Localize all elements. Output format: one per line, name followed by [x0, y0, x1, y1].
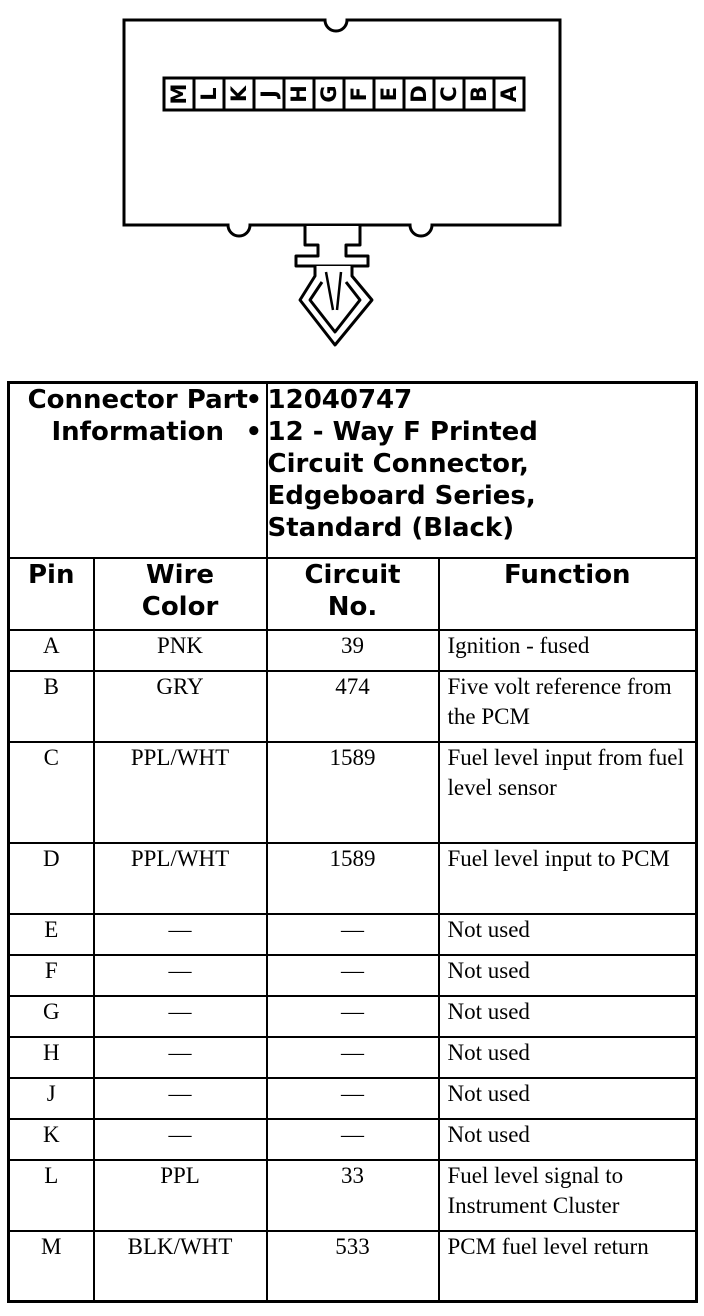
table-row	[9, 671, 697, 742]
wire-color-cell: GRY	[94, 671, 267, 742]
pin-letter-f: F	[347, 86, 371, 102]
pin-letter-j: J	[257, 90, 281, 98]
pin-cell: A	[9, 630, 94, 671]
table-row	[9, 996, 697, 1037]
table-row	[9, 1160, 697, 1231]
pin-cell: C	[9, 742, 94, 843]
wire-color-cell: —	[94, 955, 267, 996]
part-number: • 12040747	[245, 385, 413, 415]
wire-color-cell: —	[94, 914, 267, 955]
table-row	[9, 914, 697, 955]
circuit-cell: —	[267, 914, 439, 955]
pin-cell: J	[9, 1078, 94, 1119]
pin-cell: G	[9, 996, 94, 1037]
circuit-cell: 33	[267, 1160, 439, 1231]
table-row	[9, 742, 697, 843]
circuit-cell: 1589	[267, 742, 439, 843]
pin-cell: M	[9, 1231, 94, 1302]
pin-rows	[9, 630, 697, 1302]
table-row	[9, 955, 697, 996]
circuit-cell: —	[267, 1037, 439, 1078]
function-cell: Not used	[439, 914, 697, 955]
part-info-header-line2: Information	[51, 417, 225, 447]
pin-letter-k: K	[227, 85, 251, 103]
circuit-cell: 474	[267, 671, 439, 742]
col-function-header: Function	[439, 558, 697, 630]
pin-cell: D	[9, 843, 94, 914]
circuit-cell: —	[267, 1078, 439, 1119]
pin-cell: E	[9, 914, 94, 955]
pin-letter-h: H	[287, 85, 311, 103]
function-cell: Fuel level signal to Instrument Cluster	[439, 1160, 697, 1231]
circuit-cell: —	[267, 996, 439, 1037]
wire-color-cell: BLK/WHT	[94, 1231, 267, 1302]
pin-letter-l: L	[197, 87, 221, 101]
pin-letter-b: B	[467, 85, 491, 103]
pin-letter-e: E	[377, 86, 401, 102]
wire-color-cell: —	[94, 1078, 267, 1119]
pin-strip	[164, 78, 524, 110]
wire-color-cell: PPL/WHT	[94, 742, 267, 843]
function-cell: Fuel level input from fuel level sensor	[439, 742, 697, 843]
function-cell: Not used	[439, 1037, 697, 1078]
table-row	[9, 1037, 697, 1078]
function-cell: Five volt reference from the PCM	[439, 671, 697, 742]
circuit-cell: —	[267, 955, 439, 996]
wire-color-cell: —	[94, 1037, 267, 1078]
pin-cell: K	[9, 1119, 94, 1160]
column-header-row	[9, 558, 697, 630]
part-info-header-line1: Connector Part	[27, 385, 248, 415]
wire-color-cell: PNK	[94, 630, 267, 671]
table-row	[9, 1231, 697, 1302]
function-cell: Not used	[439, 1119, 697, 1160]
function-cell: Not used	[439, 1078, 697, 1119]
col-circuit-header: Circuit No.	[267, 558, 439, 630]
pin-cell: H	[9, 1037, 94, 1078]
latch-clip	[296, 226, 372, 345]
connector-description: • 12 - Way F Printed Circuit Connector, Edgeboard Series, Standard (Black)	[245, 417, 538, 543]
function-cell: Ignition - fused	[439, 630, 697, 671]
circuit-cell: —	[267, 1119, 439, 1160]
circuit-cell: 39	[267, 630, 439, 671]
function-cell: PCM fuel level return	[439, 1231, 697, 1302]
connector-drawing	[0, 0, 704, 380]
table-row	[9, 1078, 697, 1119]
table-row	[9, 843, 697, 914]
pin-letter-g: G	[317, 85, 341, 103]
wire-color-cell: —	[94, 1119, 267, 1160]
part-info-header	[9, 383, 267, 558]
function-cell: Fuel level input to PCM	[439, 843, 697, 914]
function-cell: Not used	[439, 955, 697, 996]
circuit-cell: 1589	[267, 843, 439, 914]
circuit-cell: 533	[267, 1231, 439, 1302]
pin-cell: L	[9, 1160, 94, 1231]
wire-color-cell: —	[94, 996, 267, 1037]
part-info-details	[245, 383, 697, 558]
wire-color-cell: PPL/WHT	[94, 843, 267, 914]
pin-letter-a: A	[497, 85, 521, 103]
connector-info-table	[7, 381, 698, 1303]
pin-cell: B	[9, 671, 94, 742]
pin-letter-d: D	[407, 85, 431, 103]
pin-cell: F	[9, 955, 94, 996]
col-wire-color-header: Wire Color	[94, 558, 267, 630]
part-info-row	[9, 383, 697, 558]
pin-letter-c: C	[437, 86, 461, 102]
table-row	[9, 1119, 697, 1160]
connector-body	[124, 20, 560, 236]
pin-letter-m: M	[167, 83, 191, 105]
function-cell: Not used	[439, 996, 697, 1037]
wire-color-cell: PPL	[94, 1160, 267, 1231]
col-pin-header: Pin	[9, 558, 94, 630]
table-row	[9, 630, 697, 671]
